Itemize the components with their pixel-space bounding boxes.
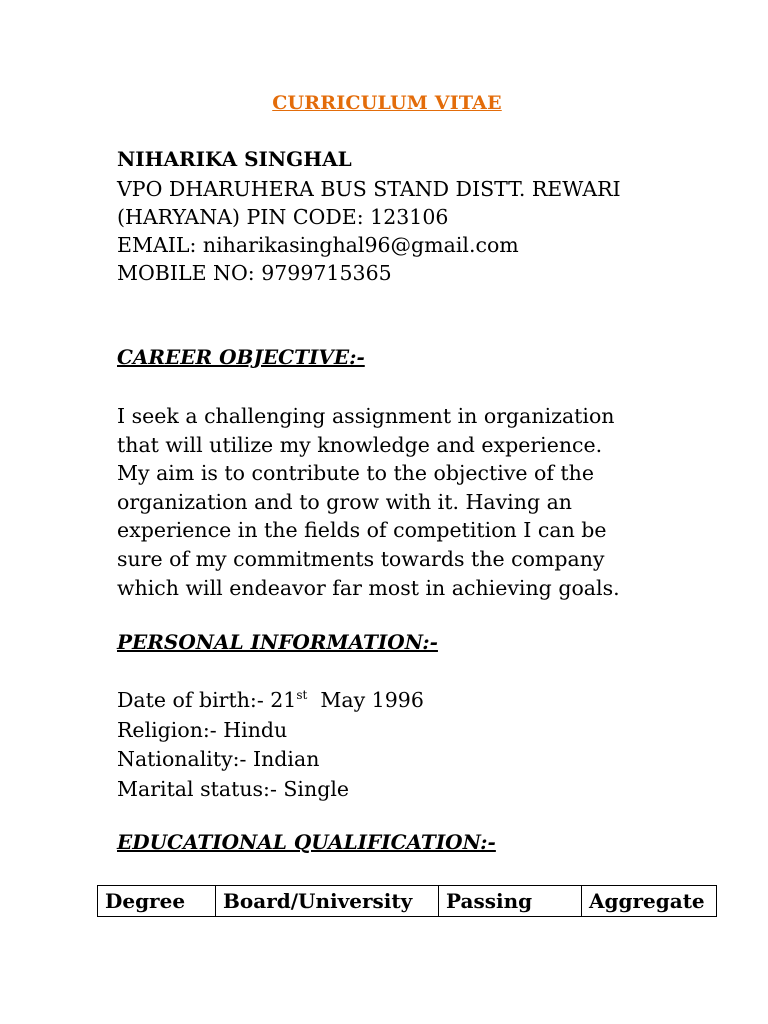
marital-status: Marital status:- Single xyxy=(117,776,350,801)
mobile-line: MOBILE NO: 9799715365 xyxy=(117,261,392,285)
column-header-degree: Degree xyxy=(98,886,216,917)
nationality: Nationality:- Indian xyxy=(117,747,320,771)
dob-suffix: May 1996 xyxy=(307,688,424,712)
address-line-2: (HARYANA) PIN CODE: 123106 xyxy=(117,205,449,229)
objective-line: that will utilize my knowledge and experience. xyxy=(117,432,603,457)
column-header-aggregate: Aggregate xyxy=(582,886,717,917)
document-title: CURRICULUM VITAE xyxy=(272,92,502,114)
educational-qualification-heading: EDUCATIONAL QUALIFICATION:- xyxy=(117,830,496,854)
objective-line: My aim is to contribute to the objective of the xyxy=(117,461,595,486)
objective-line: organization and to grow with it. Having an xyxy=(117,489,573,514)
address-line-1: VPO DHARUHERA BUS STAND DISTT. REWARI xyxy=(117,177,621,201)
email-line: EMAIL: niharikasinghal96@gmail.com xyxy=(117,233,519,257)
dob-ordinal: st xyxy=(296,688,308,702)
dob-prefix: Date of birth:- 21 xyxy=(117,688,297,712)
date-of-birth xyxy=(117,686,424,716)
objective-line: I seek a challenging assignment in organization xyxy=(117,404,615,428)
education-table xyxy=(97,885,717,917)
column-header-board: Board/University xyxy=(216,886,439,917)
objective-line: experience in the fields of competition I can be xyxy=(117,518,607,543)
objective-line: which will endeavor far most in achieving goals. xyxy=(117,575,620,600)
personal-information-heading: PERSONAL INFORMATION:- xyxy=(117,630,438,654)
personal-information-list xyxy=(117,686,424,804)
career-objective-heading: CAREER OBJECTIVE:- xyxy=(117,345,365,369)
religion: Religion:- Hindu xyxy=(117,717,288,742)
column-header-passing: Passing xyxy=(439,886,582,917)
objective-line: sure of my commitments towards the company xyxy=(117,546,605,571)
table-header-row xyxy=(98,886,717,917)
candidate-name: NIHARIKA SINGHAL xyxy=(117,147,352,171)
career-objective-text xyxy=(117,402,657,602)
